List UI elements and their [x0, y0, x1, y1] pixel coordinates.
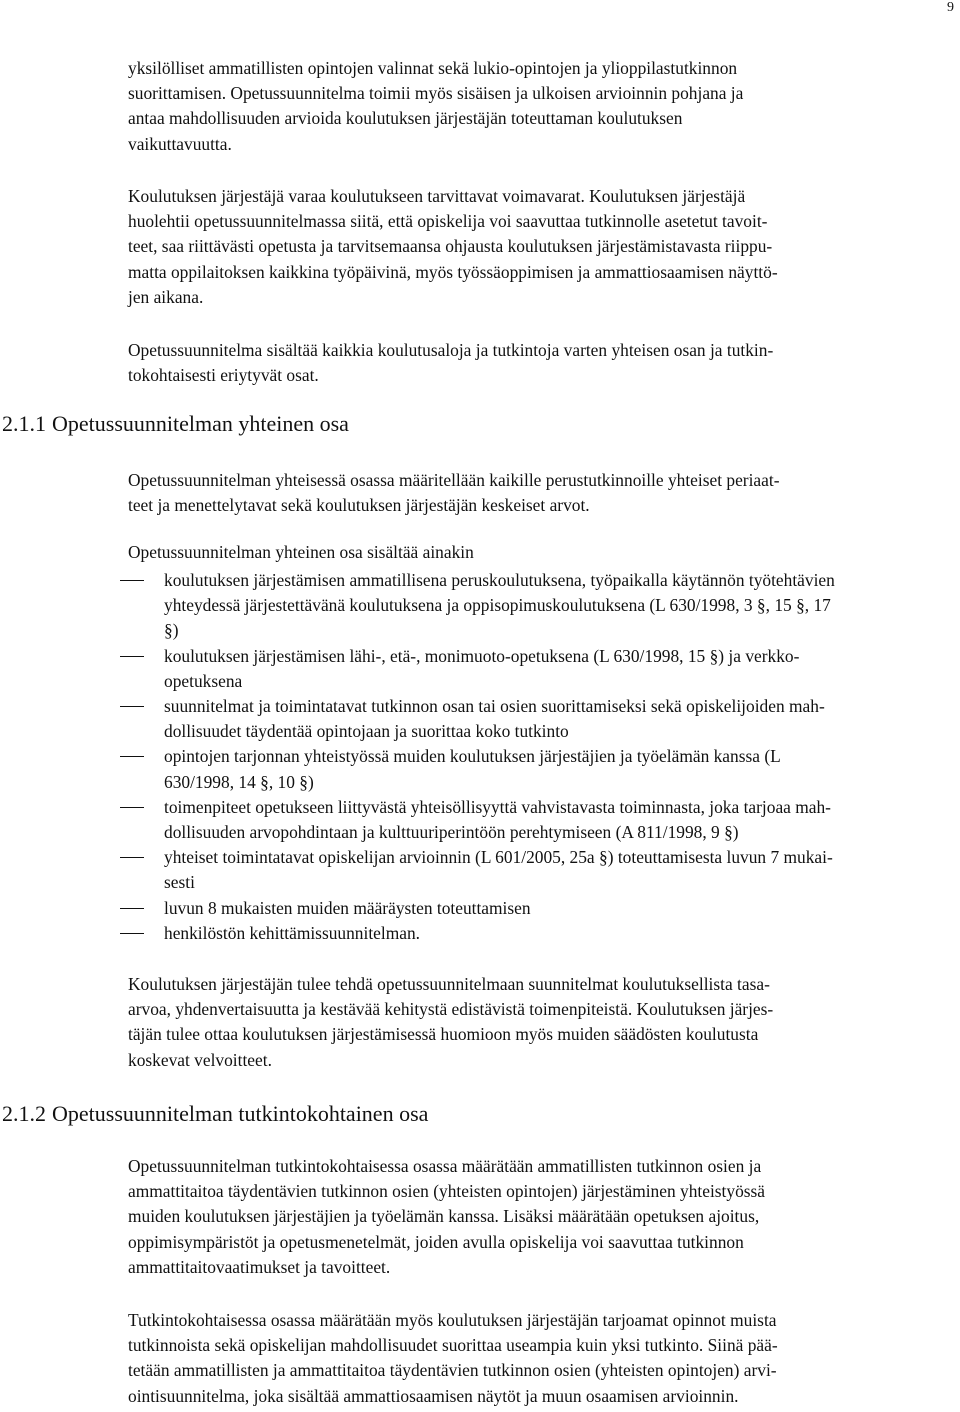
section-heading-common-part [2, 410, 349, 438]
section-title: Opetussuunnitelman tutkintokohtainen osa [52, 1101, 429, 1126]
dash-bullet-icon [120, 656, 144, 657]
page-number: 9 [947, 0, 954, 15]
bullet-list [120, 568, 950, 946]
dash-bullet-icon [120, 908, 144, 909]
list-item: luvun 8 mukaisten muiden määräysten toteuttamisen [120, 896, 950, 921]
list-item: koulutuksen järjestämisen ammatillisena peruskoulutuksena, työpaikalla käytännön työtehtävien yhteydessä järjestettävänä koulutuksena ja oppisopimuskoulutuksena (L 630/1998, 3 §, 15 §, 17 §) [120, 568, 950, 644]
paragraph-list-intro: Opetussuunnitelman yhteinen osa sisältää ainakin [128, 542, 474, 562]
paragraph-equality: Koulutuksen järjestäjän tulee tehdä opetussuunnitelmaan suunnitelmat koulutuksellista tasa- arvoa, yhdenvertaisuutta ja kestävää kehitystä edistävistä toimenpiteistä. Koulutuksen järjes- täjän tulee ottaa koulutuksen järjestämisessä huomioon myös muiden säädösten koulutusta koskevat velvoitteet. [128, 974, 774, 1070]
list-item: suunnitelmat ja toimintatavat tutkinnon osan tai osien suorittamiseksi sekä opiskelijoiden mah- dollisuudet täydentää opintojaan ja suorittaa koko tutkinto [120, 694, 950, 744]
dash-bullet-icon [120, 580, 144, 581]
paragraph-curriculum-parts: Opetussuunnitelma sisältää kaikkia koulutusaloja ja tutkintoja varten yhteisen osan ja tutkin- tokohtaisesti eriytyvät osat. [128, 340, 774, 386]
paragraph-intro: yksilölliset ammatillisten opintojen valinnat sekä lukio-opintojen ja ylioppilastutkinnon suorittamisen. Opetussuunnitelma toimii myös sisäisen ja ulkoisen arvioinnin pohjana ja antaa mahdollisuuden arvioida koulutuksen järjestäjän toteuttaman koulutuksen vaikuttavuutta. [128, 58, 744, 154]
list-item: henkilöstön kehittämissuunnitelman. [120, 921, 950, 946]
section-number: 2.1.2 [2, 1101, 46, 1126]
paragraph-resources: Koulutuksen järjestäjä varaa koulutukseen tarvittavat voimavarat. Koulutuksen järjestäjä huolehtii opetussuunnitelmassa siitä, että opiskelija voi saavuttaa tutkinnolle asetetut tavoit- teet, saa riittävästi opetusta ja tarvitsemaansa ohjausta koulutuksen järjestämistavasta riippu- matta oppilaitoksen kaikkina työpäivinä, myös työssäoppimisen ja ammattiosaamisen näyttö- jen aikana. [128, 186, 778, 307]
dash-bullet-icon [120, 756, 144, 757]
dash-bullet-icon [120, 706, 144, 707]
list-item: yhteiset toimintatavat opiskelijan arvioinnin (L 601/2005, 25a §) toteuttamisesta luvun 7 mukai- sesti [120, 845, 950, 895]
paragraph-assessment: Tutkintokohtaisessa osassa määrätään myös koulutuksen järjestäjän tarjoamat opinnot muista tutkinnoista sekä opiskelijan mahdollisuudet suorittaa useampia kuin yksi tutkinto. Siinä pää- tetään ammatillisten ja ammattitaitoa täydentävien tutkinnon osien (yhteisten opintojen) arvi- ointisuunnitelma, joka sisältää ammattiosaamisen näytöt ja muun osaamisen arvioinnin. [128, 1310, 778, 1406]
section-title: Opetussuunnitelman yhteinen osa [52, 411, 349, 436]
dash-bullet-icon [120, 933, 144, 934]
section-number: 2.1.1 [2, 411, 46, 436]
dash-bullet-icon [120, 857, 144, 858]
list-item: toimenpiteet opetukseen liittyvästä yhteisöllisyyttä vahvistavasta toiminnasta, joka tarjoaa mah- dollisuuden arvopohdintaan ja kulttuuriperintöön perehtymiseen (A 811/1998, 9 §) [120, 795, 950, 845]
paragraph-common-part: Opetussuunnitelman yhteisessä osassa määritellään kaikille perustutkinnoille yhteiset periaat- teet ja menettelytavat sekä koulutuksen järjestäjän keskeiset arvot. [128, 470, 780, 516]
paragraph-degree-specific: Opetussuunnitelman tutkintokohtaisessa osassa määrätään ammatillisten tutkinnon osien ja ammattitaitoa täydentävien tutkinnon osien (yhteisten opintojen) järjestäminen yhteistyössä muiden koulutuksen järjestäjien ja työelämän kanssa. Lisäksi määrätään opetuksen ajoitus, oppimisympäristöt ja opetusmenetelmät, joiden avulla opiskelija voi saavuttaa tutkinnon ammattitaitovaatimukset ja tavoitteet. [128, 1156, 766, 1277]
list-item: opintojen tarjonnan yhteistyössä muiden koulutuksen järjestäjien ja työelämän kanssa (L 630/1998, 14 §, 10 §) [120, 744, 950, 794]
dash-bullet-icon [120, 807, 144, 808]
list-item: koulutuksen järjestämisen lähi-, etä-, monimuoto-opetuksena (L 630/1998, 15 §) ja verkko- opetuksena [120, 644, 950, 694]
section-heading-degree-specific-part [2, 1100, 428, 1128]
